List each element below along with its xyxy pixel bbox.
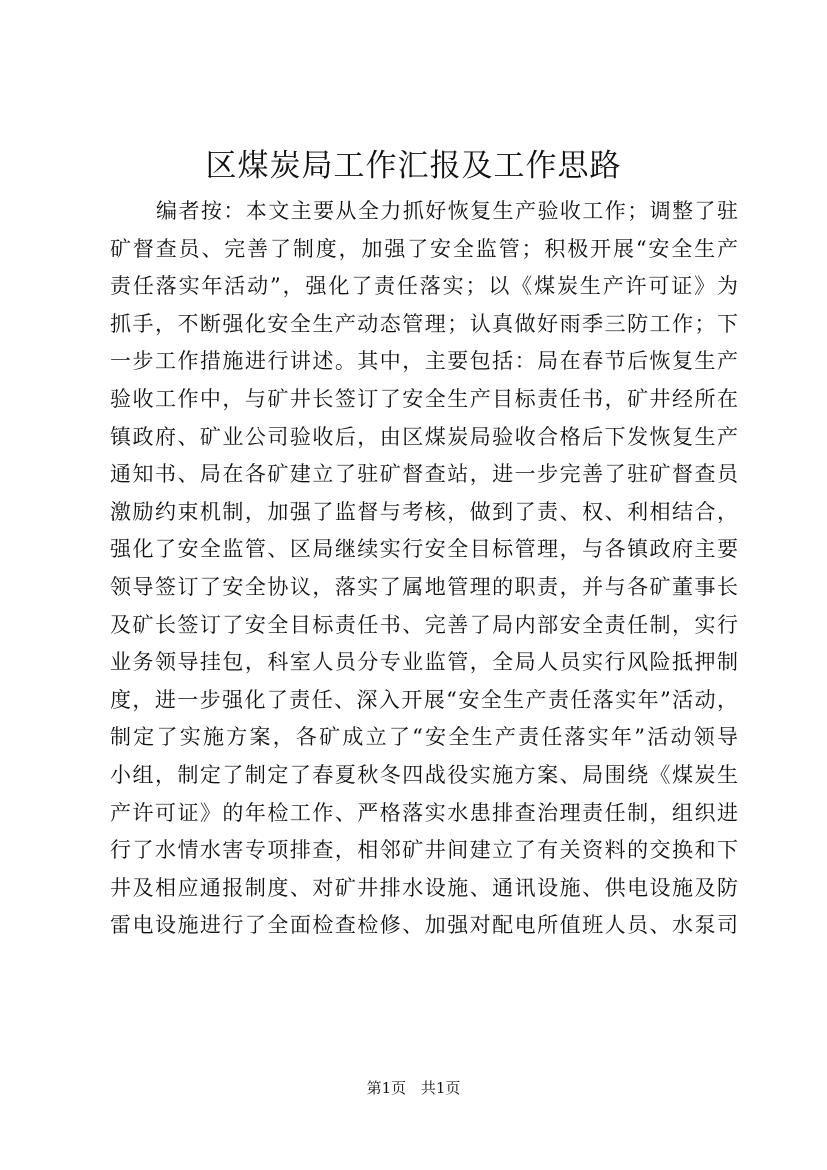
body-line: 及矿长签订了安全目标责任书、完善了局内部安全责任制，实行 xyxy=(110,612,738,637)
body-line: 责任落实年活动”，强化了责任落实；以《煤炭生产许可证》为 xyxy=(110,274,738,299)
document-title: 区煤炭局工作汇报及工作思路 xyxy=(205,148,622,184)
page-footer xyxy=(0,1078,827,1098)
body-line: 产许可证》的年检工作、严格落实水患排查治理责任制，组织进 xyxy=(110,800,738,825)
body-line: 一步工作措施进行讲述。其中，主要包括：局在春节后恢复生产 xyxy=(110,349,738,374)
body-line: 镇政府、矿业公司验收后，由区煤炭局验收合格后下发恢复生产 xyxy=(110,424,738,449)
body-line: 度，进一步强化了责任、深入开展“安全生产责任落实年”活动， xyxy=(110,687,738,712)
body-line: 通知书、局在各矿建立了驻矿督查站，进一步完善了驻矿督查员 xyxy=(110,462,738,487)
body-line: 强化了安全监管、区局继续实行安全目标管理，与各镇政府主要 xyxy=(110,537,738,562)
body-line: 制定了实施方案，各矿成立了“安全生产责任落实年”活动领导 xyxy=(110,725,738,750)
body-line: 矿督查员、完善了制度，加强了安全监管；积极开展“安全生产 xyxy=(110,236,738,261)
body-line: 雷电设施进行了全面检查检修、加强对配电所值班人员、水泵司 xyxy=(110,913,738,938)
page-total: 共1页 xyxy=(420,1079,461,1097)
body-line: 井及相应通报制度、对矿井排水设施、通讯设施、供电设施及防 xyxy=(110,875,738,900)
body-line: 领导签订了安全协议，落实了属地管理的职责，并与各矿董事长 xyxy=(110,574,738,599)
page-number: 第1页 xyxy=(366,1079,407,1097)
body-line: 编者按：本文主要从全力抓好恢复生产验收工作；调整了驻 xyxy=(156,199,738,223)
body-line: 业务领导挂包，科室人员分专业监管，全局人员实行风险抵押制 xyxy=(110,650,738,675)
document-body xyxy=(110,193,738,945)
body-line: 验收工作中，与矿井长签订了安全生产目标责任书，矿井经所在 xyxy=(110,386,738,411)
body-line: 小组，制定了制定了春夏秋冬四战役实施方案、局围绕《煤炭生 xyxy=(110,762,738,787)
body-line: 抓手，不断强化安全生产动态管理；认真做好雨季三防工作；下 xyxy=(110,311,738,336)
body-line: 行了水情水害专项排查，相邻矿井间建立了有关资料的交换和下 xyxy=(110,838,738,863)
body-line: 激励约束机制，加强了监督与考核，做到了责、权、利相结合， xyxy=(110,499,738,524)
